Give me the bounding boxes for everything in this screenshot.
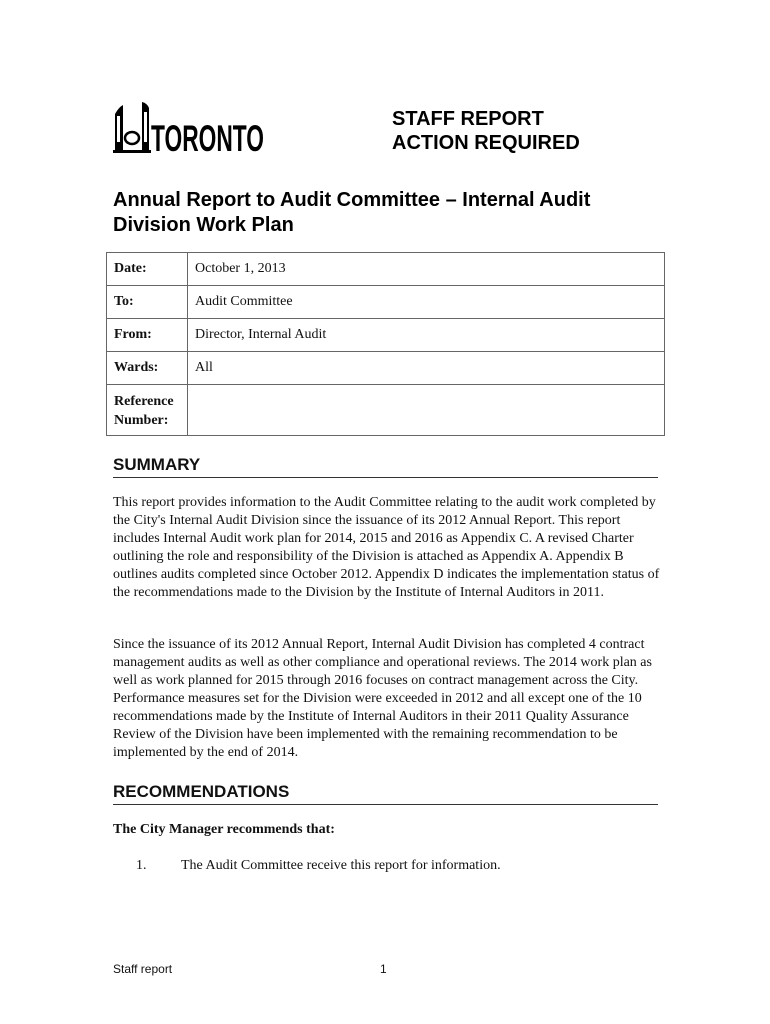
report-meta-table xyxy=(106,252,665,436)
footer-label: Staff report xyxy=(113,962,173,976)
reference-label-line1: Reference xyxy=(114,394,174,409)
reference-row xyxy=(107,385,665,436)
summary-heading: SUMMARY xyxy=(113,454,658,478)
from-value: Director, Internal Audit xyxy=(188,319,665,352)
title-line1: Annual Report to Audit Committee – Internal Audit xyxy=(113,189,591,211)
toronto-logo xyxy=(112,100,264,159)
recommendations-heading: RECOMMENDATIONS xyxy=(113,781,658,805)
page-title xyxy=(113,188,673,238)
wards-row xyxy=(107,352,665,385)
to-value: Audit Committee xyxy=(188,286,665,319)
reference-value xyxy=(188,385,665,436)
reference-label-line2: Number: xyxy=(114,413,169,428)
city-hall-icon xyxy=(112,100,264,159)
summary-paragraph-2: Since the issuance of its 2012 Annual Report, Internal Audit Division has completed 4 contract management audits as well as other compliance and operational reviews. The 2014 work plan as well as work planned for 2015 through 2016 focuses on contract management across the City. Performance measures set for the Division were exceeded in 2012 and all except one of the 10 recommendations made by the Institute of Internal Auditors in their 2011 Quality Assurance Review of the Division have been implemented with the remaining recommendation to be implemented by the end of 2014. xyxy=(113,637,652,760)
report-type-line1: STAFF REPORT xyxy=(392,108,544,130)
recommendation-text: The Audit Committee receive this report for information. xyxy=(181,858,501,873)
page-number: 1 xyxy=(380,962,387,976)
title-line2: Division Work Plan xyxy=(113,214,294,236)
to-row xyxy=(107,286,665,319)
date-value: October 1, 2013 xyxy=(188,253,665,286)
reference-label xyxy=(107,385,188,436)
report-type xyxy=(392,107,580,155)
recommendation-number: 1. xyxy=(136,858,147,873)
from-row xyxy=(107,319,665,352)
date-label: Date: xyxy=(107,253,188,286)
summary-paragraph-1: This report provides information to the Audit Committee relating to the audit work completed by the City's Internal Audit Division since the issuance of its 2012 Annual Report. This report includes Internal Audit work plan for 2014, 2015 and 2016 as Appendix C. A revised Charter outlining the role and responsibility of the Division is attached as Appendix A. Appendix B outlines audits completed since October 2012. Appendix D indicates the implementation status of the recommendations made to the Division by the Institute of Internal Auditors in 2011. xyxy=(113,495,660,600)
to-label: To: xyxy=(107,286,188,319)
date-row xyxy=(107,253,665,286)
wards-value: All xyxy=(188,352,665,385)
svg-text:TORONTO: TORONTO xyxy=(151,118,264,159)
from-label: From: xyxy=(107,319,188,352)
wards-label: Wards: xyxy=(107,352,188,385)
recommendations-intro: The City Manager recommends that: xyxy=(113,822,335,837)
report-type-line2: ACTION REQUIRED xyxy=(392,132,580,154)
